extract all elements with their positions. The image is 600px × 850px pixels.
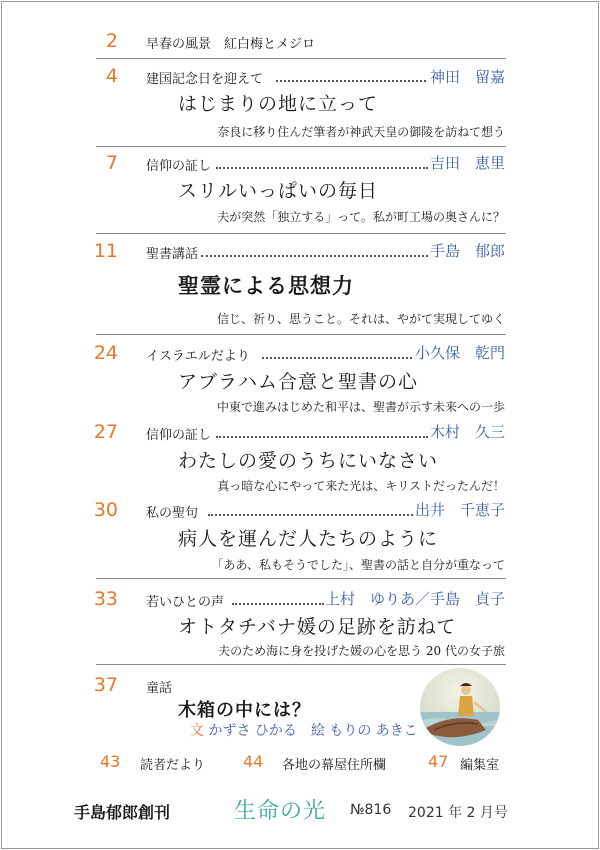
page-number: 4 bbox=[105, 65, 118, 87]
entry-author: 神田 留嘉 bbox=[429, 68, 505, 86]
entry-category: 私の聖句 bbox=[146, 506, 199, 521]
entry-category: 若いひとの声 bbox=[146, 595, 225, 610]
page-number: 44 bbox=[243, 752, 264, 771]
dot-leader bbox=[216, 167, 428, 169]
credit-text: かずさ ひかる 絵 bbox=[208, 723, 325, 739]
entry-author: 上村 ゆりあ／手島 貞子 bbox=[324, 590, 505, 608]
entry-category: 早春の風景 紅白梅とメジロ bbox=[146, 37, 316, 52]
page-number: 33 bbox=[93, 588, 118, 610]
entry-title: スリルいっぱいの毎日 bbox=[178, 180, 379, 202]
entry-title: オトタチバナ媛の足跡を訪ねて bbox=[178, 616, 457, 638]
magazine-title: 生命の光 bbox=[234, 799, 327, 824]
divider bbox=[96, 578, 506, 579]
page-number: 11 bbox=[93, 240, 118, 262]
entry-author: 小久保 乾門 bbox=[414, 344, 505, 362]
entry-author: 手島 郁郎 bbox=[429, 242, 505, 260]
entry-title: アブラハム合意と聖書の心 bbox=[178, 371, 419, 393]
founder-credit: 手島郁郎創刊 bbox=[74, 803, 171, 822]
page-number: 24 bbox=[93, 342, 118, 364]
entry-subtitle: 「ああ、私もそうでした」、聖書の話と自分が重なって bbox=[211, 558, 505, 572]
entry-category: 建国記念日を迎えて bbox=[146, 72, 264, 87]
page-number: 30 bbox=[93, 499, 118, 521]
dot-leader bbox=[201, 255, 428, 257]
page-number: 7 bbox=[105, 152, 118, 174]
dot-leader bbox=[216, 436, 428, 438]
entry-author: 吉田 恵里 bbox=[429, 154, 505, 172]
divider bbox=[96, 58, 506, 59]
story-illustration bbox=[420, 668, 500, 746]
credit-illustrator: もりの あきこ bbox=[329, 723, 418, 739]
footer-item-label: 編集室 bbox=[460, 758, 500, 773]
entry-category: 聖書講話 bbox=[146, 247, 199, 262]
entry-title: 聖霊による思想力 bbox=[178, 273, 354, 298]
entry-category: 信仰の証し bbox=[146, 428, 212, 443]
entry-subtitle: 夫のため海に身を投げた媛の心を思う 20 代の女子旅 bbox=[218, 644, 505, 658]
entry-title: はじまりの地に立って bbox=[178, 93, 379, 115]
page-number: 37 bbox=[93, 674, 118, 696]
page-number: 27 bbox=[93, 421, 118, 443]
entry-category: イスラエルだより bbox=[146, 349, 250, 364]
issue-number: №816 bbox=[350, 802, 392, 818]
page-number: 43 bbox=[100, 752, 121, 771]
entry-category: 信仰の証し bbox=[146, 159, 212, 174]
issue-date: 2021 年 2 月号 bbox=[408, 805, 508, 821]
divider bbox=[96, 146, 506, 147]
dot-leader bbox=[262, 357, 412, 359]
entry-subtitle: 真っ暗な心にやって来た光は、キリストだったんだ！ bbox=[217, 479, 505, 493]
divider bbox=[96, 233, 506, 234]
entry-title: わたしの愛のうちにいなさい bbox=[178, 450, 439, 472]
entry-subtitle: 信じ、祈り、思うこと。それは、やがて実現してゆく bbox=[216, 312, 505, 326]
entry-category: 童話 bbox=[146, 681, 173, 696]
entry-subtitle: 中東で進みはじめた和平は、聖書が示す未来への一歩 bbox=[216, 400, 505, 414]
footer-item-label: 各地の幕屋住所欄 bbox=[282, 758, 387, 773]
dot-leader bbox=[232, 603, 324, 605]
entry-subtitle: 奈良に移り住んだ筆者が神武天皇の御陵を訪ねて想う bbox=[217, 125, 505, 139]
dot-leader bbox=[208, 514, 413, 516]
entry-author: 木村 久三 bbox=[429, 423, 505, 441]
entry-subtitle: 夫が突然「独立する」って。私が町工場の奥さんに？ bbox=[217, 210, 505, 224]
entry-author: 出井 千恵子 bbox=[414, 501, 505, 519]
entry-title: 病人を運んだ人たちのように bbox=[178, 528, 439, 550]
entry-title: 木箱の中には？ bbox=[178, 700, 311, 721]
footer-item-label: 読者だより bbox=[140, 758, 206, 773]
credit-prefix: 文 bbox=[190, 723, 204, 739]
page-number: 47 bbox=[428, 752, 449, 771]
story-credit bbox=[190, 720, 418, 740]
page-number: 2 bbox=[105, 30, 118, 52]
divider bbox=[96, 664, 506, 665]
divider bbox=[96, 334, 506, 335]
dot-leader bbox=[276, 80, 426, 82]
